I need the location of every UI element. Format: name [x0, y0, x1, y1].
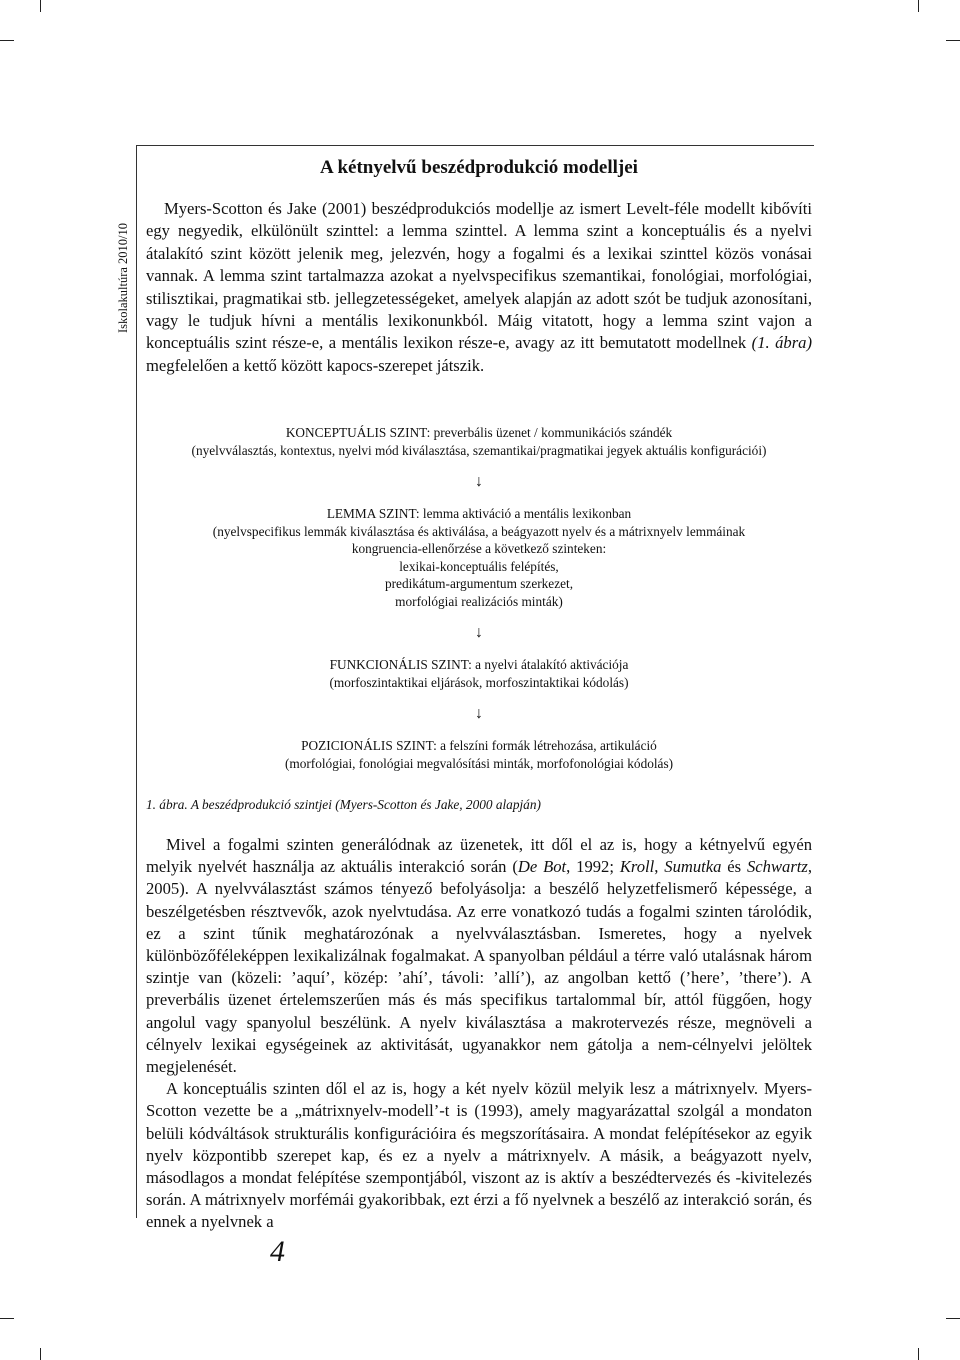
citation-author: Schwartz	[747, 857, 808, 877]
down-arrow-icon: ↓	[475, 624, 483, 641]
running-head	[113, 222, 133, 334]
figure-caption: 1. ábra. A beszédprodukció szintjei (Myers-Scotton és Jake, 2000 alapján)	[146, 797, 541, 812]
level-functional	[146, 656, 812, 691]
level-conceptual-detail: (nyelvválasztás, kontextus, nyelvi mód kiválasztása, szemantikai/pragmatikai jegyek aktuális konfigurációi)	[191, 442, 767, 458]
intro-text-b: megfelelően a kettő között kapocs-szerepet játszik.	[146, 355, 485, 375]
body-text-run: Mivel a fogalmi szinten generálódnak az üzenetek, itt dől el az is, hogy a kétnyelvű egyén melyik nyelvét használja az aktuális interakció során (	[146, 835, 812, 877]
level-functional-heading: FUNKCIONÁLIS SZINT: a nyelvi átalakító aktivációja	[329, 657, 629, 672]
figure-reference: (1. ábra)	[751, 333, 812, 353]
citation-author: De Bot	[517, 857, 567, 877]
crop-mark	[40, 0, 41, 12]
level-positional-detail: (morfológiai, fonológiai megvalósítási minták, morfofonológiai kódolás)	[284, 755, 674, 771]
body-paragraph	[146, 834, 812, 1078]
down-arrow-icon: ↓	[475, 473, 483, 490]
body-text	[146, 834, 812, 1234]
citation-author: Sumutka	[664, 857, 722, 877]
page-number: 4	[270, 1235, 285, 1268]
level-conceptual	[146, 424, 812, 459]
level-lemma-detail: predikátum-argumentum szerkezet,	[384, 576, 574, 591]
body-text-run: ,	[654, 857, 665, 877]
level-functional-detail: (morfoszintaktikai eljárások, morfoszintaktikai kódolás)	[329, 674, 629, 690]
level-positional	[146, 737, 812, 772]
level-conceptual-heading: KONCEPTUÁLIS SZINT: preverbális üzenet / kommunikációs szándék	[285, 425, 673, 440]
crop-mark	[0, 1318, 14, 1319]
level-lemma-detail: lexikai-konceptuális felépítés,	[399, 558, 559, 574]
crop-mark	[946, 1318, 960, 1319]
level-lemma	[146, 505, 812, 610]
down-arrow-icon: ↓	[475, 705, 483, 722]
level-lemma-detail: morfológiai realizációs minták)	[395, 593, 563, 609]
production-levels-figure	[146, 424, 812, 772]
margin-rule	[136, 145, 137, 1218]
body-text-run: és	[721, 857, 747, 877]
crop-mark	[0, 40, 14, 41]
intro-text-a: Myers-Scotton és Jake (2001) beszédprodukciós modellje az ismert Levelt-féle modellt kibővíti egy negyedik, elkülönült szinttel: a lemma szinttel. A lemma szint a konceptuális és a nyelvi átalakító szint között jelenik meg, jelezvén, hogy a fogalmi és a lexikai szinttel közös vonásai vannak. A lemma szint tartalmazza azokat a nyelvspecifikus szemantikai, fonológiai, morfológiai, stilisztikai, pragmatikai stb. jellegzetességeket, amelyek alapján az adott szót be tudjuk azonosítani, vagy le tudjuk hívni a mentális lexikonunkból. Máig vitatott, hogy a lemma szint vajon a konceptuális szint része-e, a mentális lexikon része-e, avagy az itt bemutatott modellnek	[146, 199, 812, 353]
crop-mark	[40, 1348, 41, 1360]
body-text-run: , 2005). A nyelvválasztást számos tényező befolyásolja: a beszélő helyzetfelismerő képessége, a beszélgetésben résztvevők, azok nyelvtudása. Az erre vonatkozó tudás a fogalmi szinten tárolódik, ez a szint tűnik meghatározónak a nyelvválasztásban. Ismeretes, hogy a nyelvek különbözőféleképpen lexikalizálnak fogalmakat. A spanyolban például a térre való utalásnak három szintje van (közeli: ’aquí’, közép: ’ahí’, távoli: ’allí’), az angolban kettő (’here’, ’there’). A preverbális üzenet értelemszerűen más és más specifikus tartalommal bír, attól függően, hogy angolul vagy spanyolul beszélünk. A nyelv kiválasztása a makrotervezés része, megnöveli a célnyelv lexikai egységeinek az aktivitását, ugyanakkor nem gátolja a nem-célnyelvi jelöltek megjelenését.	[146, 857, 813, 1077]
level-lemma-detail: kongruencia-ellenőrzése a következő szinteken:	[351, 541, 607, 556]
header-rule	[136, 145, 814, 146]
level-lemma-heading: LEMMA SZINT: lemma aktiváció a mentális lexikonban	[326, 506, 632, 521]
body-paragraph: A konceptuális szinten dől el az is, hogy a két nyelv közül melyik lesz a mátrixnyelv. Myers-Scotton vezette be a „mátrixnyelv-modell’-t is (1993), amely magyarázattal szolgál a mondaton belüli kódváltások strukturális konfigurációira és megszorításaira. A mondat felépítésekor az egyik nyelv központibb szerepet kap, és ez a nyelv a mátrixnyelv. A másik, a beágyazott nyelv, másodlagos a mondat felépítése szempontjából, viszont az is aktív a beszédtervezés és -kivitelezés során. A mátrixnyelv morfémái gyakoribbak, ezt érzi a fő nyelvnek a beszélő az interakció során, és ennek a nyelvnek a	[146, 1079, 812, 1232]
crop-mark	[918, 1348, 919, 1360]
citation-author: Kroll	[619, 857, 655, 877]
running-head-text: Iskolakultúra 2010/10	[116, 222, 130, 334]
crop-mark	[946, 40, 960, 41]
body-text-run: , 1992;	[566, 857, 620, 877]
intro-paragraph	[146, 198, 812, 377]
section-title: A kétnyelvű beszédprodukció modelljei	[320, 157, 638, 178]
crop-mark	[918, 0, 919, 12]
level-positional-heading: POZICIONÁLIS SZINT: a felszíni formák létrehozása, artikuláció	[301, 738, 657, 753]
level-lemma-detail: (nyelvspecifikus lemmák kiválasztása és aktiválása, a beágyazott nyelv és a mátrixnyelv lemmáinak	[212, 523, 746, 539]
